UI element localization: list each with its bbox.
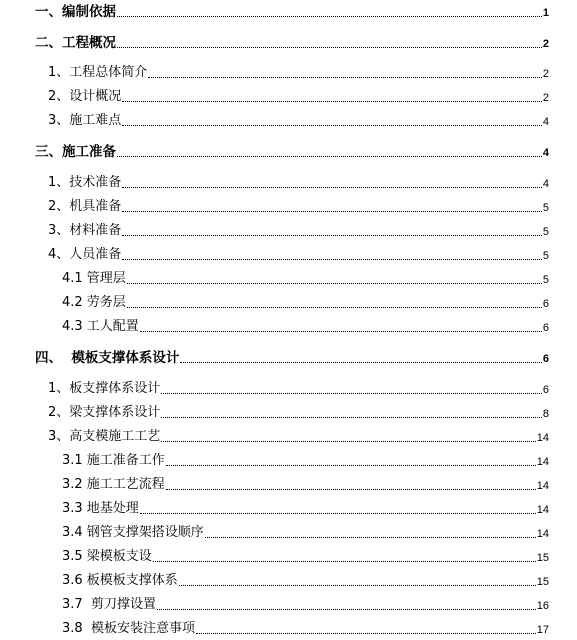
toc-entry-page: 16 xyxy=(536,600,549,612)
toc-entry[interactable] xyxy=(62,473,549,493)
toc-entry-label: 4.2 劳务层 xyxy=(62,295,126,310)
dot-leader xyxy=(166,489,536,490)
toc-entry-label: 二、工程概况 xyxy=(35,35,116,51)
toc-entry-label: 3.7 剪刀撑设置 xyxy=(62,597,156,612)
toc-entry-label: 3、材料准备 xyxy=(48,223,122,238)
toc-entry[interactable] xyxy=(62,291,549,311)
toc-entry-label: 4、人员准备 xyxy=(48,247,122,262)
toc-entry[interactable] xyxy=(35,346,549,366)
toc-entry[interactable] xyxy=(62,315,549,335)
dot-leader xyxy=(122,259,542,260)
toc-entry-page: 2 xyxy=(542,38,549,50)
dot-leader xyxy=(166,465,536,466)
toc-entry-page: 6 xyxy=(542,298,549,310)
toc-entry-label: 一、编制依据 xyxy=(35,4,116,20)
toc-entry-label: 3.8 模板安装注意事项 xyxy=(62,621,195,636)
toc-entry-page: 6 xyxy=(542,384,549,396)
dot-leader xyxy=(161,441,535,442)
toc-entry-page: 14 xyxy=(536,528,549,540)
dot-leader xyxy=(153,561,536,562)
dot-leader xyxy=(127,283,542,284)
toc-entry[interactable] xyxy=(62,569,549,589)
toc-entry[interactable] xyxy=(35,0,549,20)
toc-entry-label: 3.6 板模板支撑体系 xyxy=(62,573,178,588)
toc-entry-page: 14 xyxy=(536,456,549,468)
toc-entry-page: 15 xyxy=(536,576,549,588)
toc-entry[interactable] xyxy=(48,219,549,239)
toc-entry-page: 17 xyxy=(536,624,549,636)
toc-entry[interactable] xyxy=(62,267,549,287)
dot-leader xyxy=(122,211,542,212)
toc-entry-page: 1 xyxy=(542,7,549,19)
toc-entry[interactable] xyxy=(48,195,549,215)
toc-entry[interactable] xyxy=(62,593,549,613)
toc-entry-page: 2 xyxy=(542,92,549,104)
toc-entry[interactable] xyxy=(62,449,549,469)
toc-entry-page: 15 xyxy=(536,552,549,564)
toc-entry-label: 3.2 施工工艺流程 xyxy=(62,477,165,492)
toc-entry-page: 4 xyxy=(542,178,549,190)
toc-entry[interactable] xyxy=(48,401,549,421)
toc-entry-page: 14 xyxy=(536,432,549,444)
toc-entry-page: 5 xyxy=(542,202,549,214)
toc-entry-label: 2、机具准备 xyxy=(48,199,122,214)
toc-entry-label: 2、梁支撑体系设计 xyxy=(48,405,161,420)
dot-leader xyxy=(122,125,542,126)
dot-leader xyxy=(127,307,542,308)
toc-entry[interactable] xyxy=(48,377,549,397)
dot-leader xyxy=(117,16,542,17)
toc-entry-page: 2 xyxy=(542,68,549,80)
toc-entry-label: 1、工程总体简介 xyxy=(48,65,148,80)
toc-entry[interactable] xyxy=(48,171,549,191)
toc-entry[interactable] xyxy=(48,61,549,81)
dot-leader xyxy=(179,585,536,586)
toc-entry-page: 4 xyxy=(542,147,549,159)
toc-entry-page: 14 xyxy=(536,504,549,516)
toc-entry[interactable] xyxy=(35,31,549,51)
toc-entry-label: 3.3 地基处理 xyxy=(62,501,139,516)
toc-entry-page: 4 xyxy=(542,116,549,128)
dot-leader xyxy=(180,362,541,363)
dot-leader xyxy=(140,331,542,332)
toc-entry-page: 14 xyxy=(536,480,549,492)
toc-entry[interactable] xyxy=(62,617,549,637)
toc-entry[interactable] xyxy=(35,140,549,160)
toc-entry-label: 2、设计概况 xyxy=(48,89,122,104)
toc-entry-label: 四、 模板支撑体系设计 xyxy=(35,350,180,366)
dot-leader xyxy=(140,513,536,514)
toc-entry[interactable] xyxy=(62,497,549,517)
dot-leader xyxy=(122,235,542,236)
toc-entry[interactable] xyxy=(62,545,549,565)
toc-entry-page: 6 xyxy=(542,353,549,365)
toc-entry[interactable] xyxy=(48,109,549,129)
toc-entry-label: 3.1 施工准备工作 xyxy=(62,453,165,468)
toc-entry-page: 6 xyxy=(542,322,549,334)
toc-entry-label: 3.4 钢管支撑架搭设顺序 xyxy=(62,525,204,540)
toc-entry-page: 8 xyxy=(542,408,549,420)
dot-leader xyxy=(157,609,536,610)
dot-leader xyxy=(117,47,542,48)
toc-entry-page: 5 xyxy=(542,250,549,262)
dot-leader xyxy=(205,537,536,538)
toc-entry-label: 三、施工准备 xyxy=(35,144,116,160)
toc-entry-label: 1、技术准备 xyxy=(48,175,122,190)
toc-entry-label: 1、板支撑体系设计 xyxy=(48,381,161,396)
dot-leader xyxy=(161,393,542,394)
toc-entry-label: 3、高支模施工工艺 xyxy=(48,429,161,444)
toc-entry[interactable] xyxy=(62,521,549,541)
dot-leader xyxy=(161,417,542,418)
toc-entry-label: 3、施工难点 xyxy=(48,113,122,128)
toc-entry-page: 5 xyxy=(542,226,549,238)
dot-leader xyxy=(148,77,542,78)
dot-leader xyxy=(117,156,542,157)
dot-leader xyxy=(122,187,542,188)
toc-entry[interactable] xyxy=(48,425,549,445)
toc-entry[interactable] xyxy=(48,243,549,263)
dot-leader xyxy=(122,101,542,102)
toc-entry-label: 4.3 工人配置 xyxy=(62,319,139,334)
toc-entry[interactable] xyxy=(48,85,549,105)
toc-entry-label: 4.1 管理层 xyxy=(62,271,126,286)
toc-entry-label: 3.5 梁模板支设 xyxy=(62,549,152,564)
toc-entry-page: 5 xyxy=(542,274,549,286)
dot-leader xyxy=(196,633,536,634)
